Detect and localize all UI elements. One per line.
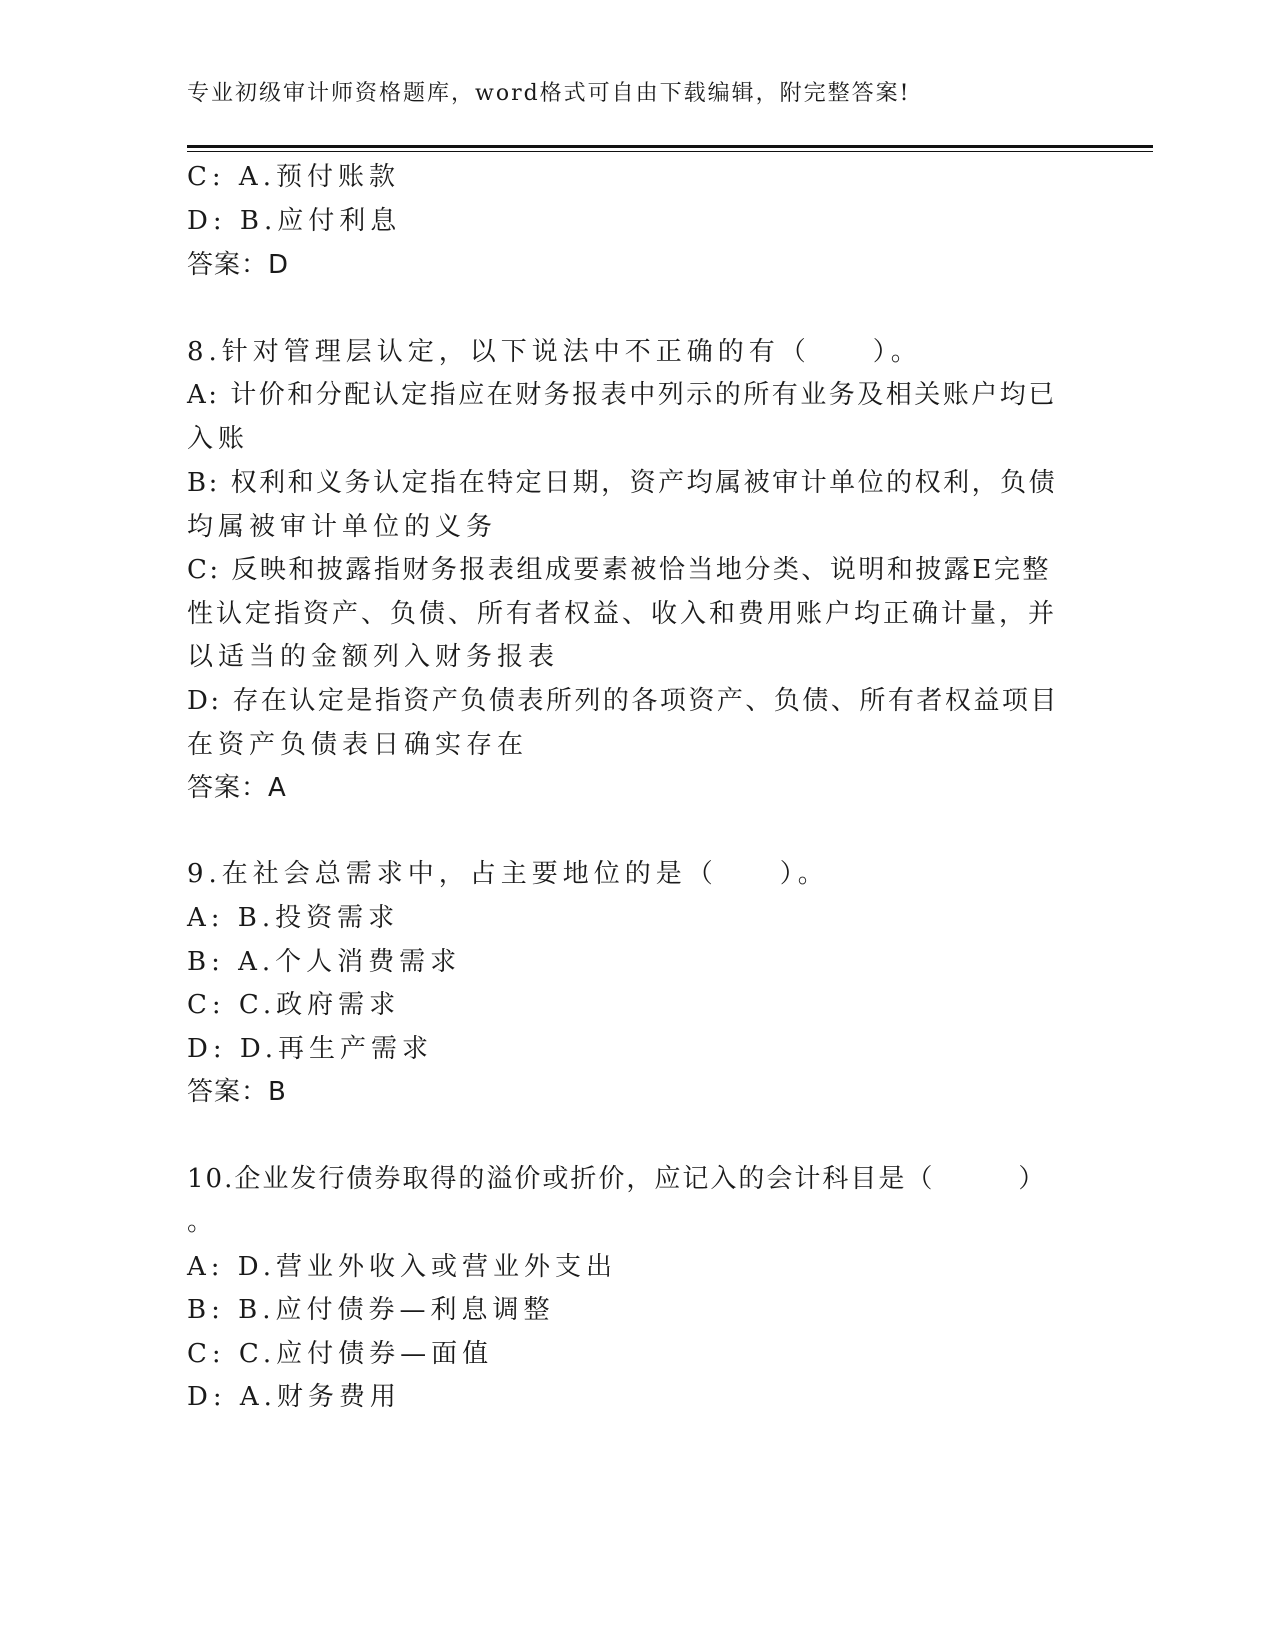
q10-option-b: B: B.应付债券—利息调整 bbox=[187, 1295, 555, 1325]
header-rule-thin bbox=[187, 151, 1153, 152]
q9-option-d: D: D.再生产需求 bbox=[187, 1034, 434, 1064]
q8-option-a-line2: 入账 bbox=[187, 424, 250, 454]
q8-option-d-line1: D: 存在认定是指资产负债表所列的各项资产、负债、所有者权益项目 bbox=[187, 686, 1059, 716]
q9-option-b: B: A.个人消费需求 bbox=[187, 947, 462, 977]
q8-option-b-line2: 均属被审计单位的义务 bbox=[187, 512, 498, 542]
q8-option-b-line1: B: 权利和义务认定指在特定日期，资产均属被审计单位的权利，负债 bbox=[187, 468, 1058, 498]
q10-option-c: C: C.应付债券—面值 bbox=[187, 1339, 494, 1369]
q7-option-c: C: A.预付账款 bbox=[187, 162, 400, 192]
q8-option-c-line2: 性认定指资产、负债、所有者权益、收入和费用账户均正确计量，并 bbox=[187, 599, 1058, 629]
q9-answer: 答案：B bbox=[187, 1077, 287, 1107]
q10-option-d: D: A.财务费用 bbox=[187, 1382, 401, 1412]
q9-stem: 9.在社会总需求中，占主要地位的是（ ）。 bbox=[187, 859, 829, 889]
q9-option-c: C: C.政府需求 bbox=[187, 990, 401, 1020]
q8-option-d-line2: 在资产负债表日确实存在 bbox=[187, 730, 529, 760]
q8-option-c-line3: 以适当的金额列入财务报表 bbox=[187, 642, 560, 672]
q8-answer: 答案：A bbox=[187, 773, 287, 803]
q8-option-a-line1: A: 计价和分配认定指应在财务报表中列示的所有业务及相关账户均已 bbox=[187, 380, 1057, 410]
q8-option-c-line1: C: 反映和披露指财务报表组成要素被恰当地分类、说明和披露E完整 bbox=[187, 555, 1051, 585]
q9-option-a: A: B.投资需求 bbox=[187, 903, 400, 933]
page-header: 专业初级审计师资格题库，word格式可自由下载编辑，附完整答案! bbox=[187, 81, 911, 106]
q8-stem: 8.针对管理层认定，以下说法中不正确的有（ ）。 bbox=[187, 337, 922, 367]
header-rule-thick bbox=[187, 145, 1153, 148]
q10-stem-tail: 。 bbox=[187, 1207, 219, 1237]
q7-option-d: D: B.应付利息 bbox=[187, 206, 402, 236]
q10-option-a: A: D.营业外收入或营业外支出 bbox=[187, 1252, 617, 1282]
q10-stem: 10.企业发行债券取得的溢价或折价，应记入的会计科目是（ ） bbox=[187, 1164, 1047, 1194]
q7-answer: 答案：D bbox=[187, 250, 290, 280]
